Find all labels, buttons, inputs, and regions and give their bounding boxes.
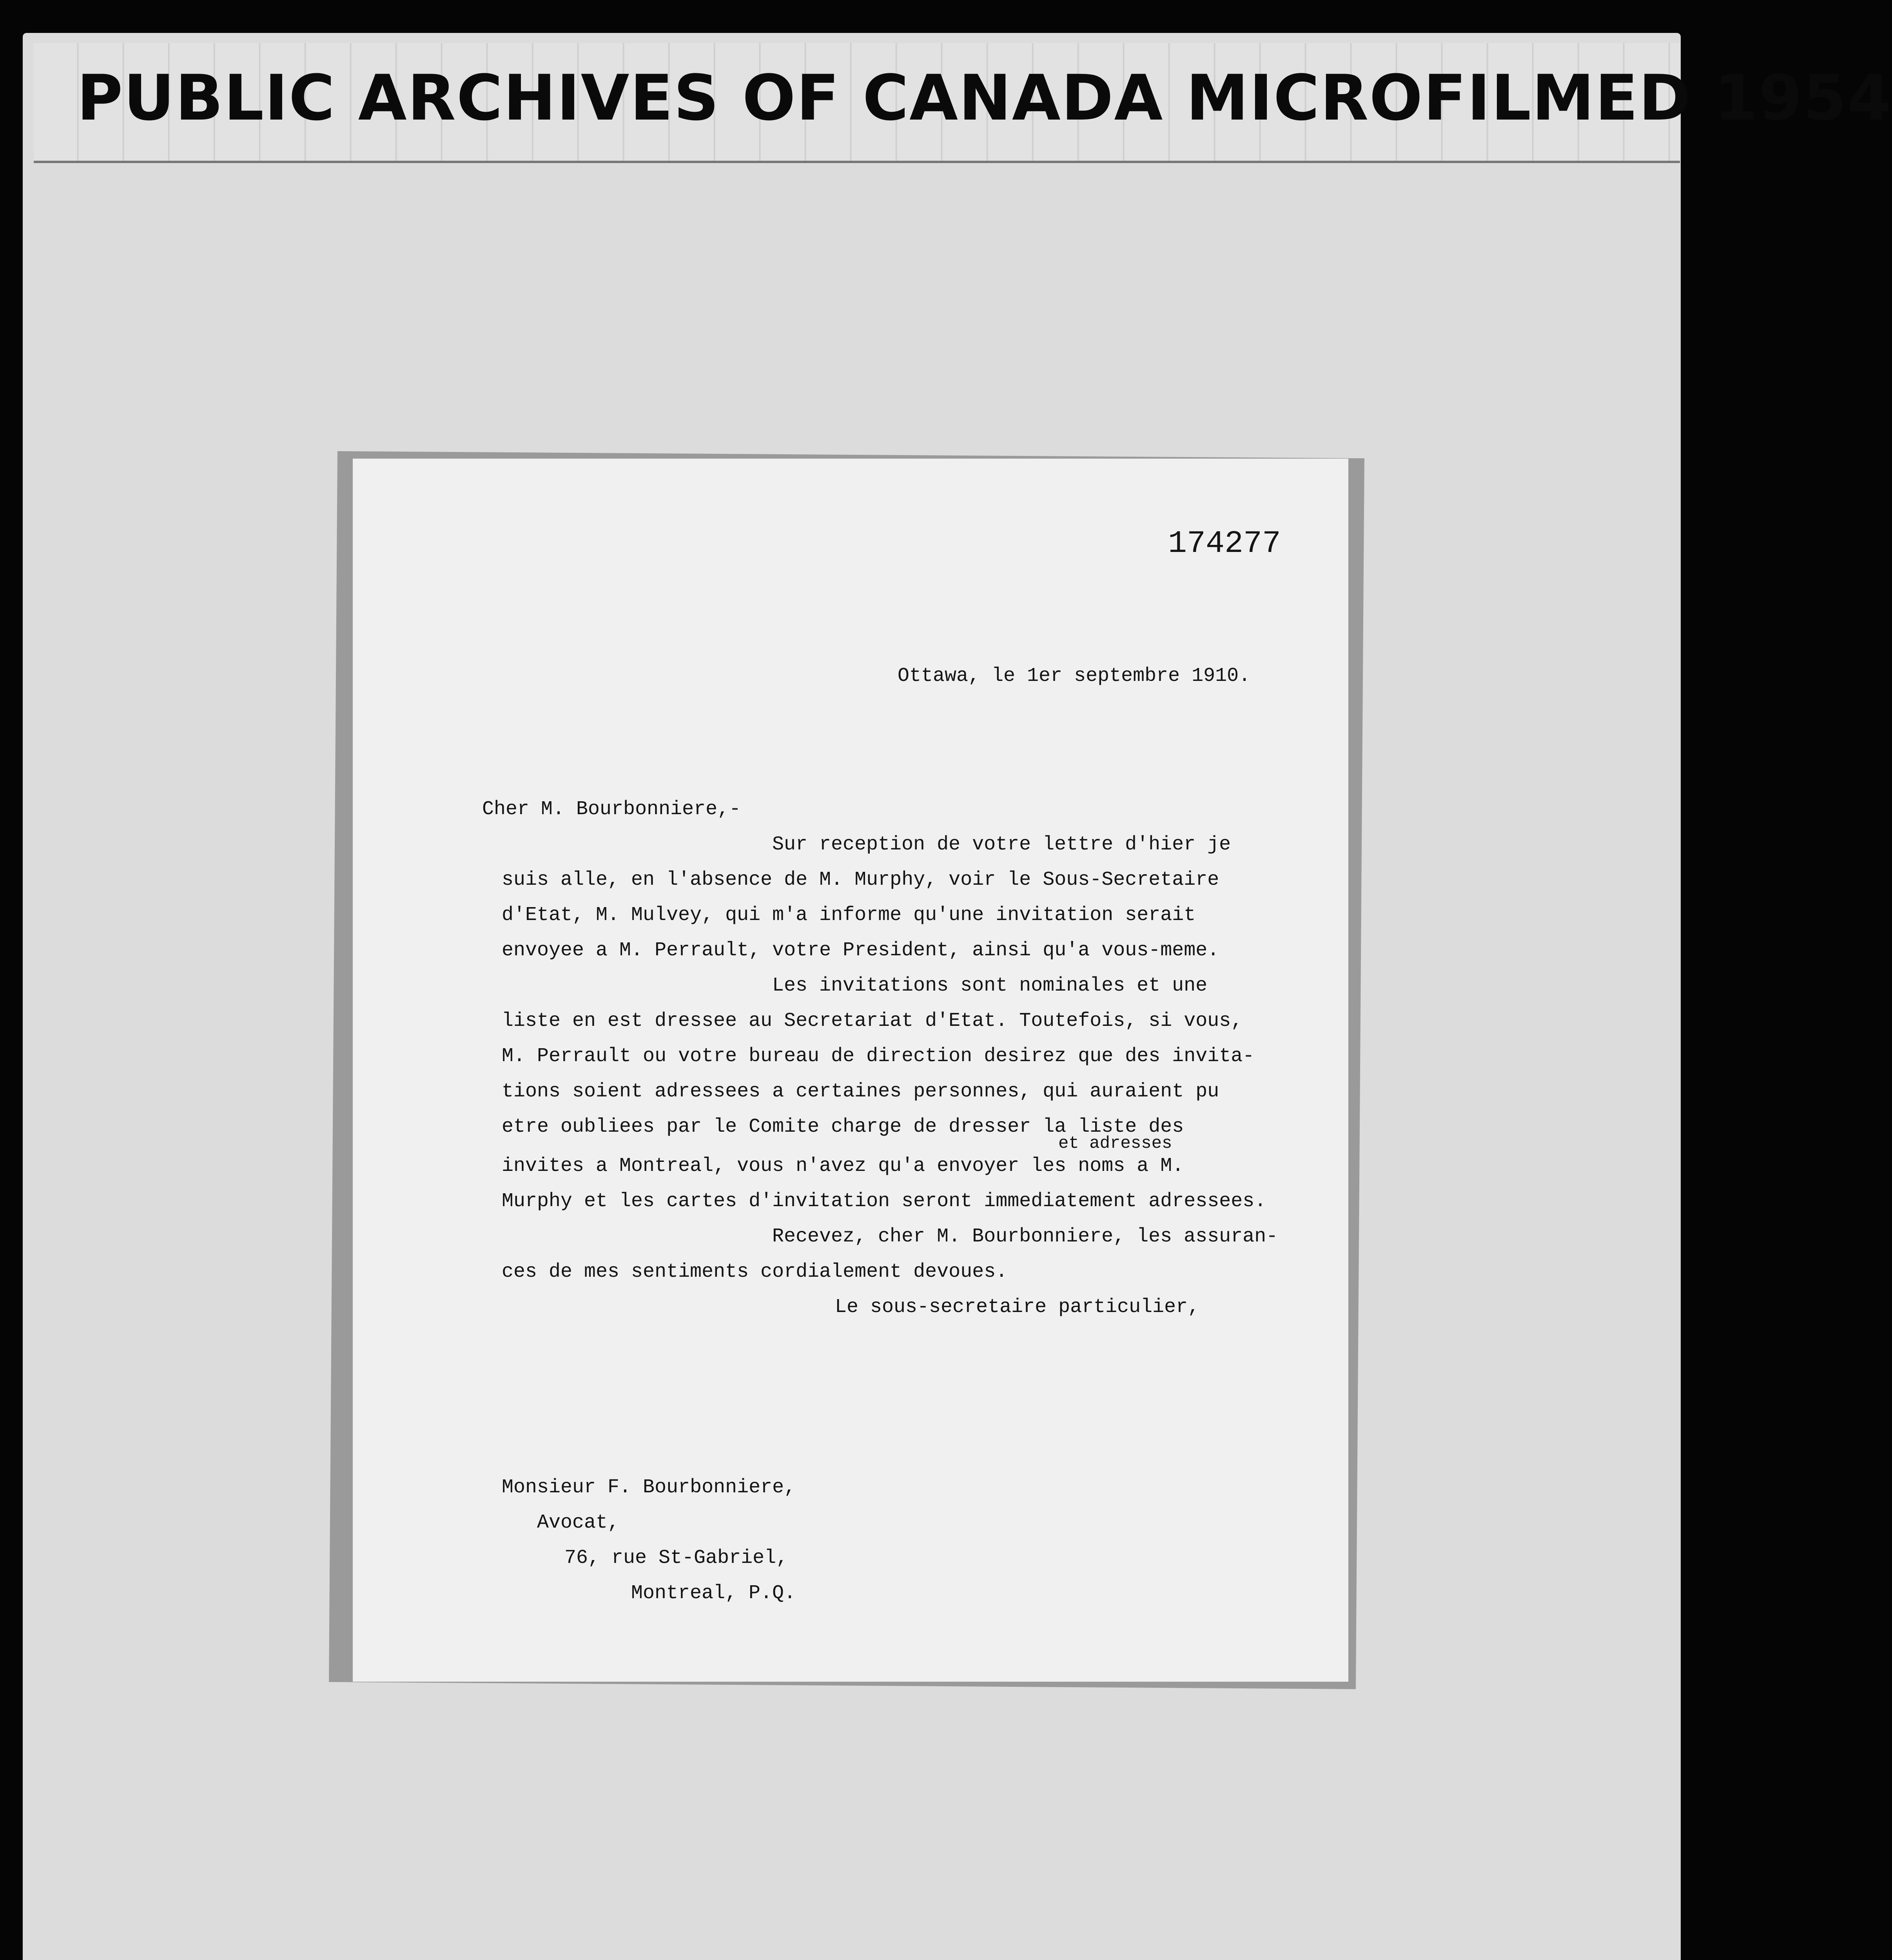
archive-banner xyxy=(34,43,1892,163)
address-line: Monsieur F. Bourbonniere, xyxy=(502,1476,796,1499)
body-line: Murphy et les cartes d'invitation seront immediatement adressees. xyxy=(502,1190,1266,1212)
body-line: liste en est dressee au Secretariat d'Etat. Toutefois, si vous, xyxy=(502,1010,1243,1032)
body-line: M. Perrault ou votre bureau de direction desirez que des invita- xyxy=(502,1045,1255,1067)
date-line: Ottawa, le 1er septembre 1910. xyxy=(898,665,1251,687)
address-line: 76, rue St-Gabriel, xyxy=(564,1547,788,1569)
banner-title: PUBLIC ARCHIVES OF CANADA MICROFILMED 1954 xyxy=(77,61,1892,134)
address-line: Avocat, xyxy=(537,1512,620,1534)
body-line: envoyee a M. Perrault, votre President, ainsi qu'a vous-meme. xyxy=(502,939,1219,962)
body-line: tions soient adressees a certaines personnes, qui auraient pu xyxy=(502,1080,1219,1103)
body-line: Sur reception de votre lettre d'hier je xyxy=(772,833,1231,856)
letter-page xyxy=(353,459,1348,1682)
body-line: Les invitations sont nominales et une xyxy=(772,975,1208,997)
body-line: Recevez, cher M. Bourbonniere, les assuran- xyxy=(772,1225,1278,1248)
document-number: 174277 xyxy=(1168,526,1281,562)
address-line: Montreal, P.Q. xyxy=(631,1582,796,1604)
body-line: etre oubliees par le Comite charge de dresser la liste des xyxy=(502,1116,1184,1138)
handwritten-insertion: et adresses xyxy=(1058,1134,1172,1153)
closing: Le sous-secretaire particulier, xyxy=(835,1296,1200,1318)
body-line: ces de mes sentiments cordialement devoues. xyxy=(502,1261,1008,1283)
salutation: Cher M. Bourbonniere,- xyxy=(482,798,741,820)
body-line: suis alle, en l'absence de M. Murphy, voir le Sous-Secretaire xyxy=(502,869,1219,891)
body-line: d'Etat, M. Mulvey, qui m'a informe qu'une invitation serait xyxy=(502,904,1196,926)
body-line: invites a Montreal, vous n'avez qu'a envoyer les noms a M. xyxy=(502,1155,1184,1177)
